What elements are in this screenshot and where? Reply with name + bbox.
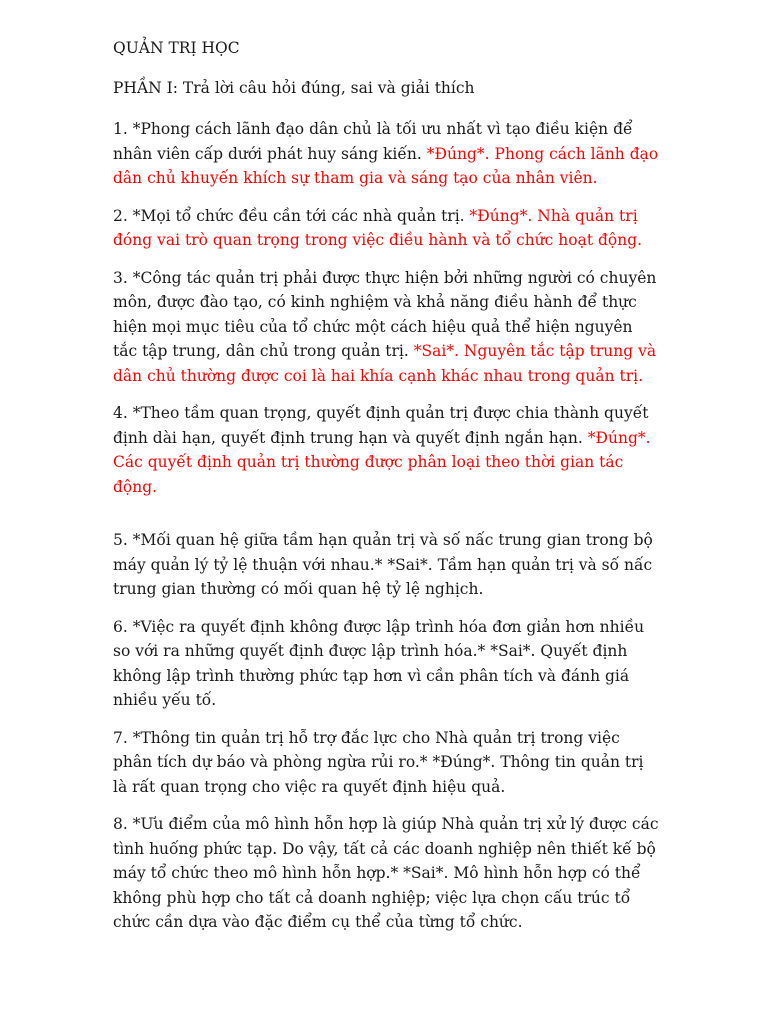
question-item-8: 8. *Ưu điểm của mô hình hỗn hợp là giúp Nhà quản trị xử lý được các tình huống phức tạp. Do vậy, tất cả các doanh nghiệp nên thiết kế bộ máy tổ chức theo mô hình hỗn hợp.* *Sai*. Mô hình hỗn hợp có thể không phù hợp cho tất cả doanh nghiệp; việc lựa chọn cấu trúc tổ chức cần dựa vào đặc điểm cụ thể của từng tổ chức. <box>113 815 659 931</box>
question-text: 4. *Theo tầm quan trọng, quyết định quản trị được chia thành quyết định dài hạn, quyết định trung hạn và quyết định ngắn hạn. <box>113 404 649 447</box>
question-text: 1. *Phong cách lãnh đạo dân chủ là tối ưu nhất vì tạo điều kiện để nhân viên cấp dưới phát huy sáng kiến. <box>113 120 633 163</box>
answer-text: *Đúng*. Phong cách lãnh đạo dân chủ khuyến khích sự tham gia và sáng tạo của nhân viên. <box>113 144 659 187</box>
section-heading: PHẦN I: Trả lời câu hỏi đúng, sai và giải thích <box>113 79 475 97</box>
answer-text: *Đúng*. Nhà quản trị đóng vai trò quan trọng trong việc điều hành và tổ chức hoạt động. <box>113 206 643 249</box>
question-text: 3. *Công tác quản trị phải được thực hiện bởi những người có chuyên môn, được đào tạo, có kinh nghiệm và khả năng điều hành để thực hiện mọi mục tiêu của tổ chức một cách hiệu quả thể hiện nguyên tắc tập trung, dân chủ trong quản trị. <box>113 268 657 360</box>
question-text: 2. *Mọi tổ chức đều cần tới các nhà quản trị. <box>113 206 465 225</box>
question-item-1 <box>113 117 661 191</box>
question-item-5: 5. *Mối quan hệ giữa tầm hạn quản trị và số nấc trung gian trong bộ máy quản lý tỷ lệ thuận với nhau.* *Sai*. Tầm hạn quản trị và số nấc trung gian thường có mối quan hệ tỷ lệ nghịch. <box>113 531 653 598</box>
question-item-4 <box>113 401 661 499</box>
question-item-7: 7. *Thông tin quản trị hỗ trợ đắc lực cho Nhà quản trị trong việc phân tích dự báo và phòng ngừa rủi ro.* *Đúng*. Thông tin quản trị là rất quan trọng cho việc ra quyết định hiệu quả. <box>113 728 644 796</box>
question-item-2 <box>113 204 661 253</box>
document-title: QUẢN TRỊ HỌC <box>113 39 240 57</box>
document-page <box>113 36 661 948</box>
question-item-6: 6. *Việc ra quyết định không được lập trình hóa đơn giản hơn nhiều so với ra những quyết định được lập trình hóa.* *Sai*. Quyết định không lập trình thường phức tạp hơn vì cần phân tích và đánh giá nhiều yếu tố. <box>113 617 645 709</box>
question-item-3 <box>113 266 661 389</box>
answer-text: *Sai*. Nguyên tắc tập trung và dân chủ thường được coi là hai khía cạnh khác nhau trong quản trị. <box>113 342 657 385</box>
answer-text: *Đúng*. Các quyết định quản trị thường được phân loại theo thời gian tác động. <box>113 428 651 496</box>
